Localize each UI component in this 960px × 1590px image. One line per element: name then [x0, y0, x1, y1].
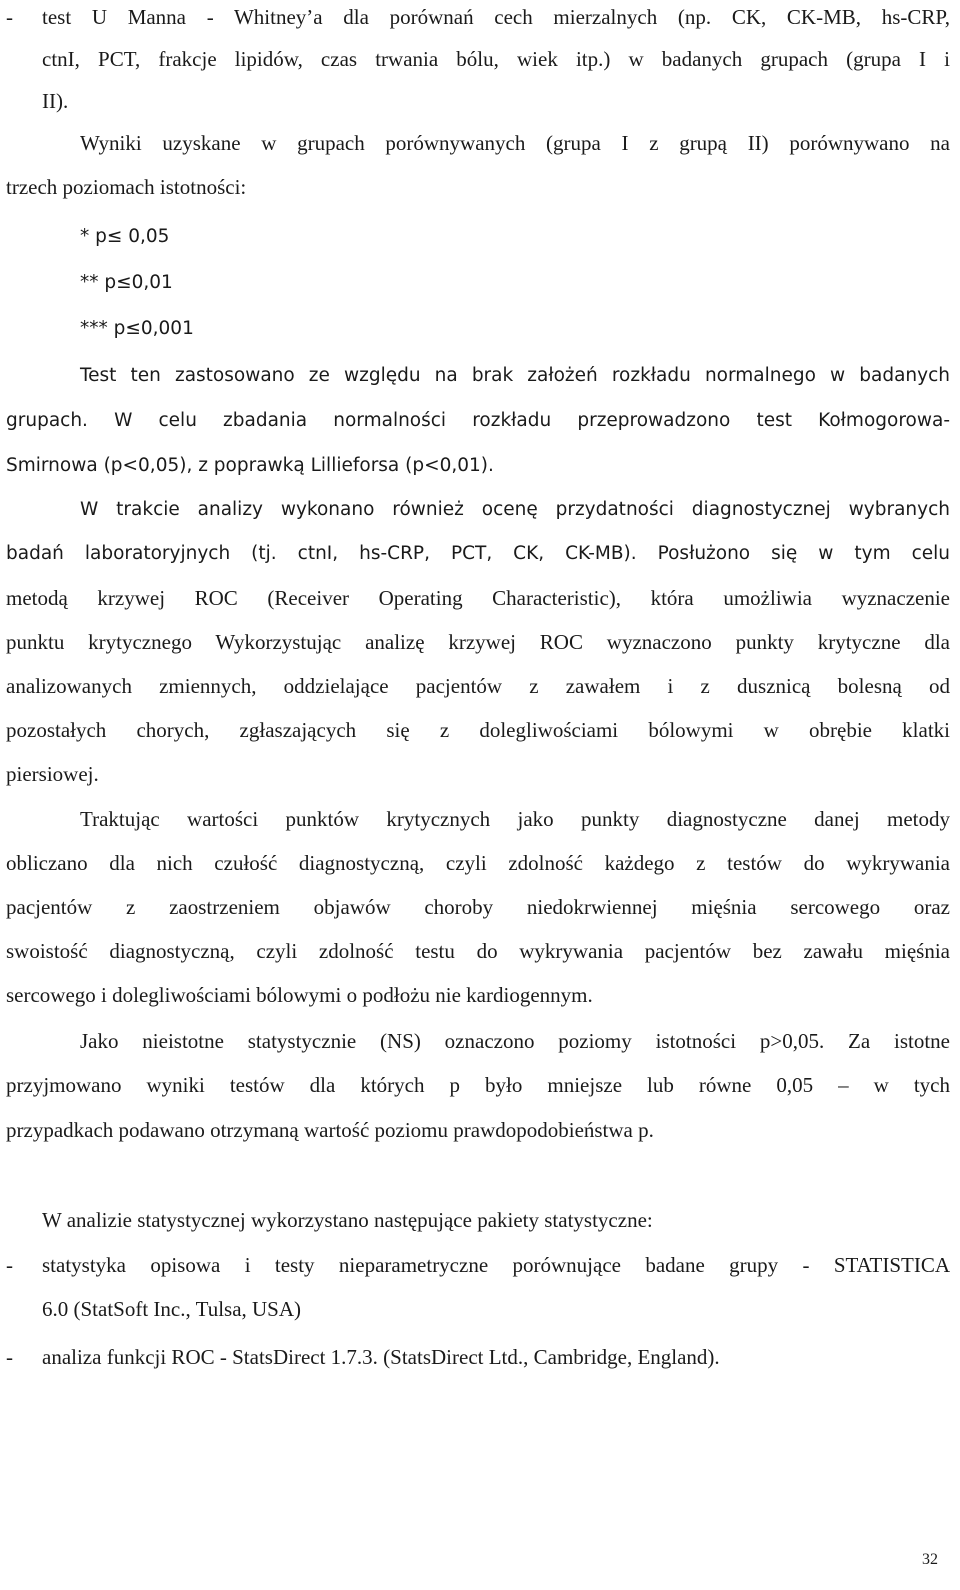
text-line: pozostałych chorych, zgłaszających się z dolegliwościami bólowymi w obrębie klatki [6, 718, 950, 742]
text-line: II). [42, 89, 69, 113]
text-line: swoistość diagnostyczną, czyli zdolność testu do wykrywania pacjentów bez zawału mięśnia [6, 939, 950, 963]
list-item: analiza funkcji ROC - StatsDirect 1.7.3. (StatsDirect Ltd., Cambridge, England). [42, 1345, 720, 1369]
text-line: ctnI, PCT, frakcje lipidów, czas trwania bólu, wiek itp.) w badanych grupach (grupa I i [42, 47, 950, 71]
significance-level: ** p≤0,01 [80, 272, 173, 293]
text-line: Jako nieistotne statystycznie (NS) oznaczono poziomy istotności p>0,05. Za istotne [80, 1029, 950, 1053]
bullet-dash: - [6, 1253, 13, 1277]
text-line: piersiowej. [6, 762, 99, 786]
text-line: 6.0 (StatSoft Inc., Tulsa, USA) [42, 1297, 302, 1321]
text-line: badań laboratoryjnych (tj. ctnI, hs-CRP, PCT, CK, CK-MB). Posłużono się w tym celu [6, 543, 950, 564]
text-line: punktu krytycznego Wykorzystując analizę krzywej ROC wyznaczono punkty krytyczne dla [6, 630, 950, 654]
bullet-dash: - [6, 1345, 13, 1369]
text-line: Traktując wartości punktów krytycznych jako punkty diagnostyczne danej metody [80, 807, 950, 831]
text-line: Wyniki uzyskane w grupach porównywanych (grupa I z grupą II) porównywano na [80, 131, 950, 155]
text-line: grupach. W celu zbadania normalności rozkładu przeprowadzono test Kołmogorowa- [6, 410, 950, 431]
text-line: przypadkach podawano otrzymaną wartość poziomu prawdopodobieństwa p. [6, 1118, 654, 1142]
text-line: W analizie statystycznej wykorzystano następujące pakiety statystyczne: [42, 1208, 653, 1232]
bullet-dash: - [6, 5, 13, 29]
text-line: trzech poziomach istotności: [6, 175, 247, 199]
text-line: Test ten zastosowano ze względu na brak założeń rozkładu normalnego w badanych [80, 365, 950, 386]
text-line: analizowanych zmiennych, oddzielające pacjentów z zawałem i z dusznicą bolesną od [6, 674, 950, 698]
text-line: sercowego i dolegliwościami bólowymi o podłożu nie kardiogennym. [6, 983, 593, 1007]
significance-level: *** p≤0,001 [80, 318, 194, 339]
page-number: 32 [922, 1551, 938, 1568]
text-line: test U Manna - Whitney’a dla porównań cech mierzalnych (np. CK, CK-MB, hs-CRP, [42, 5, 950, 29]
text-line: przyjmowano wyniki testów dla których p było mniejsze lub równe 0,05 – w tych [6, 1073, 950, 1097]
text-line: metodą krzywej ROC (Receiver Operating Characteristic), która umożliwia wyznaczenie [6, 586, 950, 610]
text-line: obliczano dla nich czułość diagnostyczną, czyli zdolność każdego z testów do wykrywania [6, 851, 950, 875]
list-item: statystyka opisowa i testy nieparametryczne porównujące badane grupy - STATISTICA [42, 1253, 950, 1277]
text-line: W trakcie analizy wykonano również ocenę przydatności diagnostycznej wybranych [80, 499, 950, 520]
text-line: pacjentów z zaostrzeniem objawów choroby niedokrwiennej mięśnia sercowego oraz [6, 895, 950, 919]
significance-level: * p≤ 0,05 [80, 226, 170, 247]
text-line: Smirnowa (p<0,05), z poprawką Lillieforsa (p<0,01). [6, 455, 494, 476]
